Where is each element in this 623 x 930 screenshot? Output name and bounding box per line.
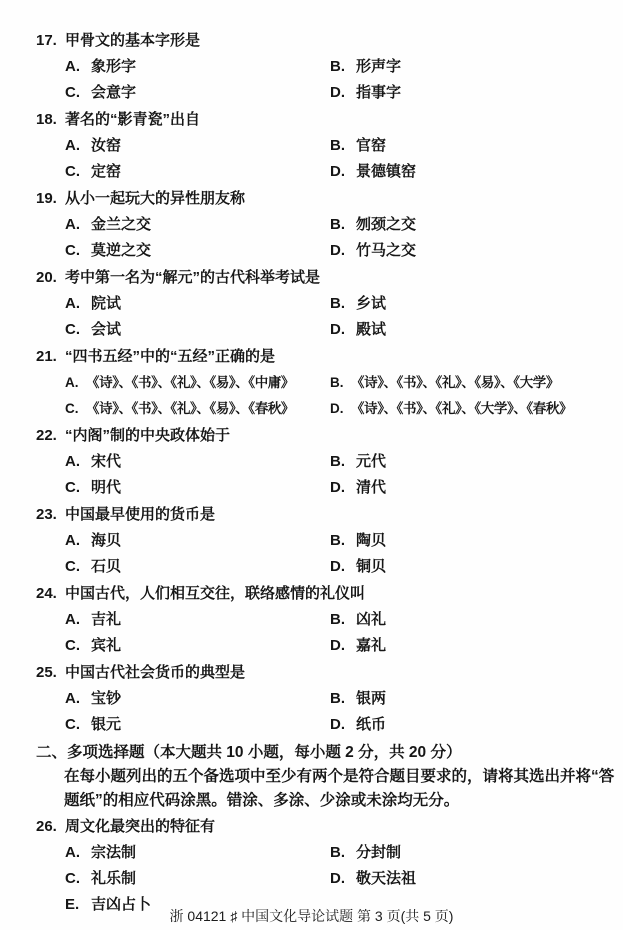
- question-number: 21.: [36, 348, 57, 365]
- option-text: 银元: [91, 716, 122, 733]
- option-text: 凶礼: [356, 611, 387, 628]
- question-number: 22.: [36, 427, 57, 444]
- multiple-choice-section-header: [0, 740, 623, 813]
- option-text: 元代: [356, 453, 387, 470]
- question-stem: 中国最早使用的货币是: [65, 506, 216, 523]
- option-text: 明代: [91, 479, 122, 496]
- option: [330, 449, 623, 475]
- option-text: 《诗》、《书》、《礼》、《易》、《春秋》: [86, 401, 294, 416]
- option-text: 莫逆之交: [91, 242, 152, 259]
- option: [65, 475, 330, 501]
- option-text: 宝钞: [91, 690, 122, 707]
- question-number: 18.: [36, 111, 57, 128]
- option-text: 刎颈之交: [356, 216, 417, 233]
- option-label: D.: [330, 479, 345, 496]
- option-text: 《诗》、《书》、《礼》、《大学》、《春秋》: [351, 401, 573, 416]
- option: [65, 840, 330, 866]
- option: [330, 291, 623, 317]
- question-number: 19.: [36, 190, 57, 207]
- option-label: B.: [330, 532, 345, 549]
- option-label: C.: [65, 637, 80, 654]
- option-text: 象形字: [91, 58, 137, 75]
- option-label: C.: [65, 321, 80, 338]
- option-text: 《诗》、《书》、《礼》、《易》、《中庸》: [86, 375, 294, 390]
- option-label: D.: [330, 637, 345, 654]
- question-options: [0, 54, 623, 106]
- option-label: B.: [330, 690, 345, 707]
- question-stem-row: [0, 107, 623, 133]
- option-text: 宋代: [91, 453, 122, 470]
- option-text: 殿试: [356, 321, 387, 338]
- question: [0, 186, 623, 264]
- question-stem-row: [0, 265, 623, 291]
- option-text: 陶贝: [356, 532, 387, 549]
- option-text: 汝窑: [91, 137, 122, 154]
- question-number: 23.: [36, 506, 57, 523]
- option-label: A.: [65, 690, 80, 707]
- option: [330, 212, 623, 238]
- option-text: 纸币: [356, 716, 387, 733]
- question: [0, 502, 623, 580]
- section-instruction-line: 在每小题列出的五个备选项中至少有两个是符合题目要求的，请将其选出并将“答: [64, 768, 615, 785]
- option: [330, 54, 623, 80]
- question-options: [0, 449, 623, 501]
- option: [330, 554, 623, 580]
- option-label: C.: [65, 479, 80, 496]
- option-label: C.: [65, 870, 80, 887]
- option-label: B.: [330, 137, 345, 154]
- option-label: C.: [65, 401, 79, 416]
- option-text: 宗法制: [91, 844, 137, 861]
- question-stem-row: [0, 502, 623, 528]
- option-label: D.: [330, 84, 345, 101]
- single-choice-questions: [0, 28, 623, 738]
- option-text: 指事字: [356, 84, 402, 101]
- option-text: 定窑: [91, 163, 122, 180]
- option: [330, 133, 623, 159]
- page-footer: 浙 04121 ♯ 中国文化导论试题 第 3 页(共 5 页): [169, 908, 454, 924]
- option: [330, 528, 623, 554]
- question: [0, 660, 623, 738]
- option-text: 形声字: [356, 58, 402, 75]
- option-text: 海贝: [91, 532, 122, 549]
- option-label: B.: [330, 453, 345, 470]
- question-number: 24.: [36, 585, 57, 602]
- option: [65, 607, 330, 633]
- question: [0, 107, 623, 185]
- question-stem: 中国古代社会货币的典型是: [65, 664, 246, 681]
- option-text: 金兰之交: [91, 216, 152, 233]
- option: [65, 633, 330, 659]
- question-stem: 著名的“影青瓷”出自: [65, 111, 201, 128]
- question-stem-row: [0, 423, 623, 449]
- option-label: D.: [330, 870, 345, 887]
- option: [330, 80, 623, 106]
- option-label: A.: [65, 611, 80, 628]
- option-text: 吉礼: [91, 611, 122, 628]
- option-label: B.: [330, 844, 345, 861]
- question-number: 26.: [36, 818, 57, 835]
- option: [65, 212, 330, 238]
- option: [330, 159, 623, 185]
- option: [65, 133, 330, 159]
- option-label: A.: [65, 532, 80, 549]
- question: [0, 265, 623, 343]
- question: [0, 423, 623, 501]
- option: [65, 238, 330, 264]
- option: [65, 159, 330, 185]
- question: [0, 28, 623, 106]
- option-label: A.: [65, 453, 80, 470]
- option-text: 会试: [91, 321, 122, 338]
- question: [0, 814, 623, 918]
- option-text: 礼乐制: [91, 870, 137, 887]
- option-label: C.: [65, 242, 80, 259]
- question-stem-row: [0, 814, 623, 840]
- question-stem: “四书五经”中的“五经”正确的是: [65, 348, 276, 365]
- option-label: A.: [65, 295, 80, 312]
- option: [65, 291, 330, 317]
- question-options: [0, 370, 623, 422]
- question-number: 17.: [36, 32, 57, 49]
- option-label: A.: [65, 58, 80, 75]
- option-label: B.: [330, 216, 345, 233]
- option: [330, 686, 623, 712]
- question: [0, 344, 623, 422]
- option: [65, 317, 330, 343]
- option-label: B.: [330, 375, 344, 390]
- option: [65, 54, 330, 80]
- option-label: C.: [65, 558, 80, 575]
- option-text: 竹马之交: [356, 242, 417, 259]
- question-stem-row: [0, 581, 623, 607]
- option: [330, 238, 623, 264]
- option-text: 石贝: [91, 558, 122, 575]
- question-options: [0, 686, 623, 738]
- option-text: 敬天法祖: [356, 870, 417, 887]
- question: [0, 581, 623, 659]
- option: [330, 633, 623, 659]
- option: [330, 475, 623, 501]
- option-label: B.: [330, 611, 345, 628]
- option-label: D.: [330, 558, 345, 575]
- option: [65, 449, 330, 475]
- option: [65, 528, 330, 554]
- option-text: 分封制: [356, 844, 402, 861]
- question-stem: 周文化最突出的特征有: [65, 818, 216, 835]
- option-text: 会意字: [91, 84, 137, 101]
- question-stem: “内阁”制的中央政体始于: [65, 427, 231, 444]
- question-stem: 考中第一名为“解元”的古代科举考试是: [65, 269, 321, 286]
- option: [330, 317, 623, 343]
- option-text: 院试: [91, 295, 122, 312]
- option-text: 银两: [356, 690, 387, 707]
- question-stem: 甲骨文的基本字形是: [65, 32, 201, 49]
- option: [330, 607, 623, 633]
- question-options: [0, 212, 623, 264]
- question-options: [0, 133, 623, 185]
- option-label: D.: [330, 163, 345, 180]
- question-stem-row: [0, 660, 623, 686]
- option-text: 《诗》、《书》、《礼》、《易》、《大学》: [351, 375, 559, 390]
- question-options: [0, 528, 623, 580]
- option: [65, 370, 330, 396]
- question-number: 25.: [36, 664, 57, 681]
- option: [330, 370, 623, 396]
- option: [65, 554, 330, 580]
- option-text: 嘉礼: [356, 637, 387, 654]
- option-text: 宾礼: [91, 637, 122, 654]
- option-label: C.: [65, 163, 80, 180]
- option-text: 乡试: [356, 295, 387, 312]
- option: [330, 866, 623, 892]
- option: [330, 712, 623, 738]
- option: [65, 866, 330, 892]
- option: [65, 686, 330, 712]
- question-stem-row: [0, 28, 623, 54]
- option-label: A.: [65, 844, 80, 861]
- option-label: A.: [65, 216, 80, 233]
- option: [65, 80, 330, 106]
- option: [65, 396, 330, 422]
- option-label: D.: [330, 401, 344, 416]
- question-stem-row: [0, 344, 623, 370]
- question-stem: 中国古代，人们相互交往，联络感情的礼仪叫: [65, 585, 366, 602]
- option-label: A.: [65, 137, 80, 154]
- option-label: A.: [65, 375, 79, 390]
- option-text: 官窑: [356, 137, 387, 154]
- option-text: 清代: [356, 479, 387, 496]
- option-label: C.: [65, 716, 80, 733]
- option-label: D.: [330, 321, 345, 338]
- option-text: 吉凶占卜: [91, 896, 152, 913]
- question-stem-row: [0, 186, 623, 212]
- option-label: D.: [330, 242, 345, 259]
- option-label: D.: [330, 716, 345, 733]
- option-label: C.: [65, 84, 80, 101]
- question-options: [0, 291, 623, 343]
- option: [330, 396, 623, 422]
- option: [330, 840, 623, 866]
- option: [65, 712, 330, 738]
- option-label: B.: [330, 58, 345, 75]
- option-text: 景德镇窑: [356, 163, 417, 180]
- option-label: E.: [65, 896, 80, 913]
- section-heading: 二、多项选择题（本大题共 10 小题，每小题 2 分，共 20 分）: [36, 744, 462, 761]
- question-options: [0, 607, 623, 659]
- section-instruction-line: 题纸”的相应代码涂黑。错涂、多涂、少涂或未涂均无分。: [64, 792, 460, 809]
- question-stem: 从小一起玩大的异性朋友称: [65, 190, 246, 207]
- option-label: B.: [330, 295, 345, 312]
- option-text: 铜贝: [356, 558, 387, 575]
- question-number: 20.: [36, 269, 57, 286]
- multiple-choice-questions: [0, 814, 623, 918]
